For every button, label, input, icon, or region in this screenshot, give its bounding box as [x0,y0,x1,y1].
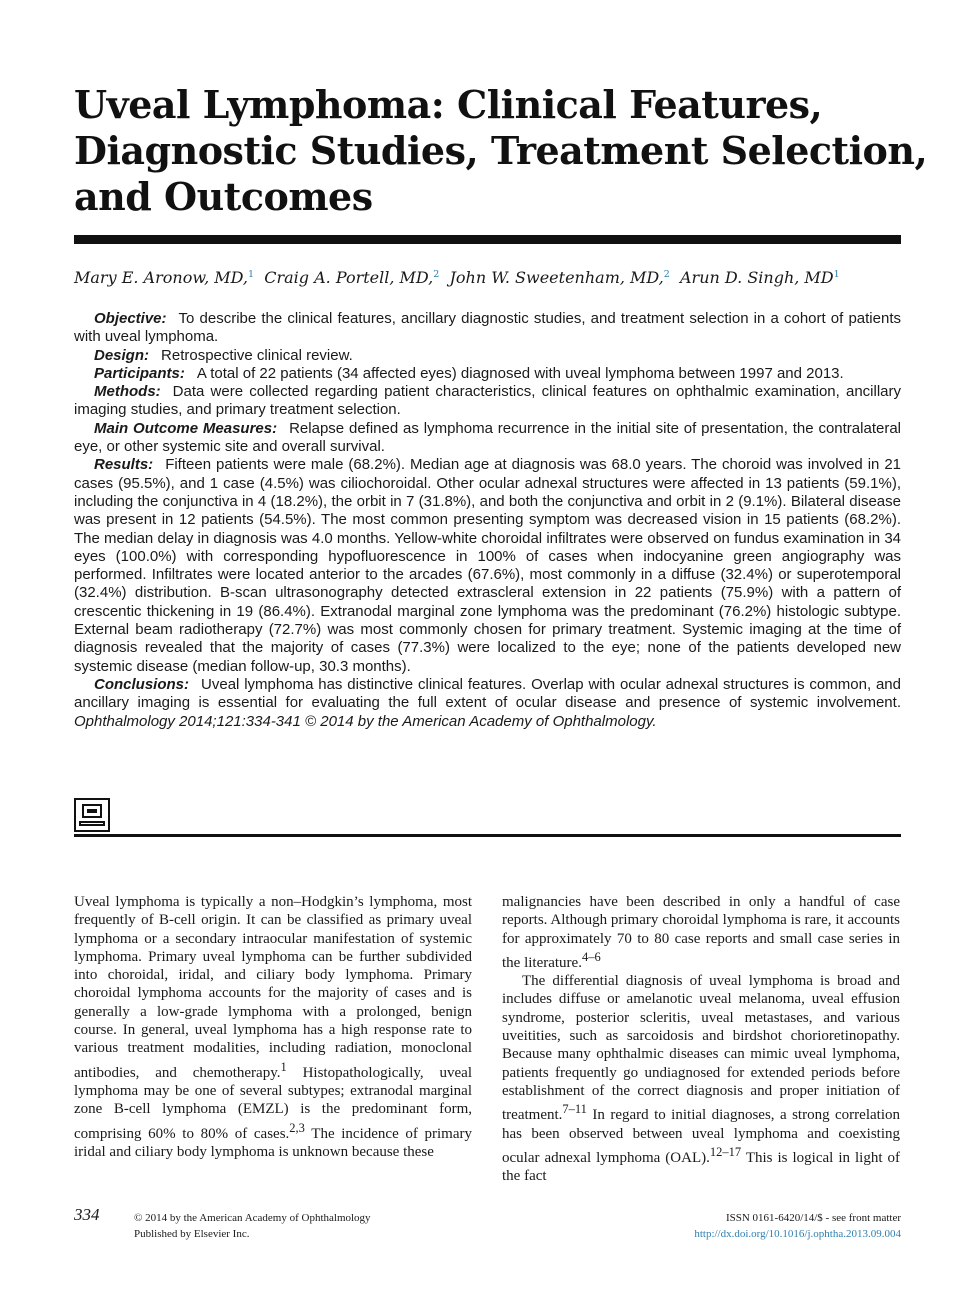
affiliation-link[interactable]: 1 [833,269,840,280]
title-line: and Outcomes [74,174,373,219]
section-label: Conclusions: [94,675,190,693]
abstract-divider [74,834,901,837]
abstract-participants [74,365,901,383]
section-text: Retrospective clinical review. [161,346,353,364]
section-text: Relapse defined as lymphoma recurrence in the initial site of presentation, the contralateral eye, or other systemic site and overall survival. [74,419,901,456]
abstract-results [74,456,901,676]
author-name: Arun D. Singh, MD [679,268,834,287]
author-name: Mary E. Aronow, MD, [74,268,249,287]
title-divider [74,235,901,244]
section-label: Design: [94,346,150,364]
title-line: Diagnostic Studies, Treatment Selection, [74,128,928,173]
issn-line: ISSN 0161-6420/14/$ - see front matter [725,1212,901,1224]
reference-link[interactable]: 12–17 [709,1144,742,1159]
monitor-keyboard [79,821,105,826]
monitor-screen [82,804,102,818]
body-column-left [74,893,472,1161]
section-text: Uveal lymphoma has distinctive clinical features. Overlap with ocular adnexal structures is common, and ancillary imaging is essential for evaluating the full extent of ocular disease and presence of systemic involvement. [74,675,901,712]
affiliation-link[interactable]: 2 [433,269,440,280]
section-text: Data were collected regarding patient characteristics, clinical features on ophthalmic examination, ancillary imaging studies, and primary treatment selection. [74,383,901,419]
reference-link[interactable]: 7–11 [562,1102,587,1117]
body-paragraph [502,972,900,1185]
abstract [74,310,901,731]
section-label: Methods: [94,383,161,401]
author-name: John W. Sweetenham, MD, [449,268,664,287]
abstract-design [74,347,901,365]
reference-link[interactable]: 4–6 [581,949,601,964]
affiliation-link[interactable]: 2 [663,269,670,280]
body-text: The differential diagnosis of uveal lymphoma is broad and includes diffuse or amelanotic uveal melanoma, uveal effusion syndrome, posterior scleritis, uveal metastases, and various uveitities, such as sarcoidosis and birdshot chorioretinopathy. Because many ophthalmic diseases can mimic uveal lymphoma, patients frequently go undiagnosed for extended periods before establishment of the correct diagnosis and proper initiation of treatment. [502,973,900,1124]
body-text: This is logical in light of the fact [502,1149,900,1185]
section-text: To describe the clinical features, ancillary diagnostic studies, and treatment selection in a cohort of patients with uveal lymphoma. [74,310,901,346]
abstract-outcome-measures [74,420,901,457]
section-label: Participants: [94,364,185,382]
reference-link[interactable]: 2,3 [289,1120,305,1135]
affiliation-link[interactable]: 1 [248,269,255,280]
publisher-line: Published by Elsevier Inc. [134,1228,250,1240]
body-paragraph [74,893,472,1161]
footer-issn [694,1210,901,1242]
body-column-right [502,893,900,1185]
reference-link[interactable]: 1 [280,1059,287,1074]
section-label: Main Outcome Measures: [94,419,278,437]
body-text: In regard to initial diagnoses, a strong correlation has been observed between uveal lymphoma and coexisting ocular adnexal lymphoma (OAL). [502,1107,900,1166]
section-label: Objective: [94,310,167,327]
copyright-line: © 2014 by the American Academy of Ophthalmology [134,1212,371,1224]
body-text: The incidence of primary iridal and ciliary body lymphoma is unknown because these [74,1125,473,1160]
abstract-methods [74,383,901,420]
section-text: Fifteen patients were male (68.2%). Median age at diagnosis was 68.0 years. The choroid was involved in 21 cases (95.5%), and 1 case (4.5%) was ciliochoroidal. Other ocular adnexal structures were affected in 13 patients (59.1%), including the conjunctiva in 4 (18.2%), the orbit in 7 (31.8%), and both the conjunctiva and orbit in 2 (9.1%). Bilateral disease was present in 12 patients (54.5%). The most common presenting symptom was decreased vision in 15 patients (68.2%). The median delay in diagnosis was 4.0 months. Yellow-white choroidal infiltrates were observed on fundus examination in 34 eyes (100.0%) with corresponding hypofluorescence in 100% of cases when indocyanine green angiography was performed. Infiltrates were located anterior to the arcades (67.6%), most commonly in a diffuse (32.4%) or superotemporal (32.4%) distribution. B-scan ultrasonography detected extrascleral extension in 22 patients (75.9%) with a pattern of crescentic thickening in 19 (86.4%). Extranodal marginal zone lymphoma was the predominant (76.2%) histologic subtype. External beam radiotherapy (72.7%) was most commonly chosen for primary treatment. Systemic imaging at the time of diagnosis revealed that the majority of cases (77.3%) were localized to the eye; none of the patients developed new systemic disease (median follow-up, 30.3 months). [74,456,901,675]
body-paragraph [502,893,900,972]
section-label: Results: [94,456,154,474]
abstract-objective [74,310,901,347]
section-text: A total of 22 patients (34 affected eyes) diagnosed with uveal lymphoma between 1997 and 2013. [196,364,844,382]
body-text: Uveal lymphoma is typically a non–Hodgkin’s lymphoma, most frequently of B-cell origin. It can be classified as primary uveal lymphoma or a secondary intraocular manifestation of systemic lymphoma. Primary uveal lymphoma can be further subdivided into choroidal, iridal, and ciliary body lymphoma. Primary choroidal lymphoma accounts for the majority of cases and is generally a low-grade lymphoma with a prolonged, benign course. In general, uveal lymphoma has a high response rate to various treatment modalities, including radiation, monoclonal antibodies, and chemotherapy. [74,894,472,1081]
computer-monitor-icon[interactable] [74,798,110,832]
author-list [74,266,904,290]
footer-copyright [134,1210,371,1242]
author-name: Craig A. Portell, MD, [264,268,434,287]
title-line: Uveal Lymphoma: Clinical Features, [74,82,823,127]
journal-citation: Ophthalmology 2014;121:334-341 © 2014 by the American Academy of Ophthalmology. [74,712,657,730]
article-title [74,82,928,220]
body-text: malignancies have been described in only a handful of case reports. Although primary choroidal lymphoma is rare, it accounts for approximately 70 to 80 case reports and small case series in the literature. [502,894,900,971]
page-number: 334 [74,1205,100,1224]
doi-link[interactable]: http://dx.doi.org/10.1016/j.ophtha.2013.09.004 [694,1228,901,1240]
abstract-conclusions [74,676,901,731]
body-text: Histopathologically, uveal lymphoma may be one of several subtypes; extranodal marginal zone B-cell lymphoma (EMZL) is the predominant form, comprising 60% to 80% of cases. [74,1064,472,1142]
